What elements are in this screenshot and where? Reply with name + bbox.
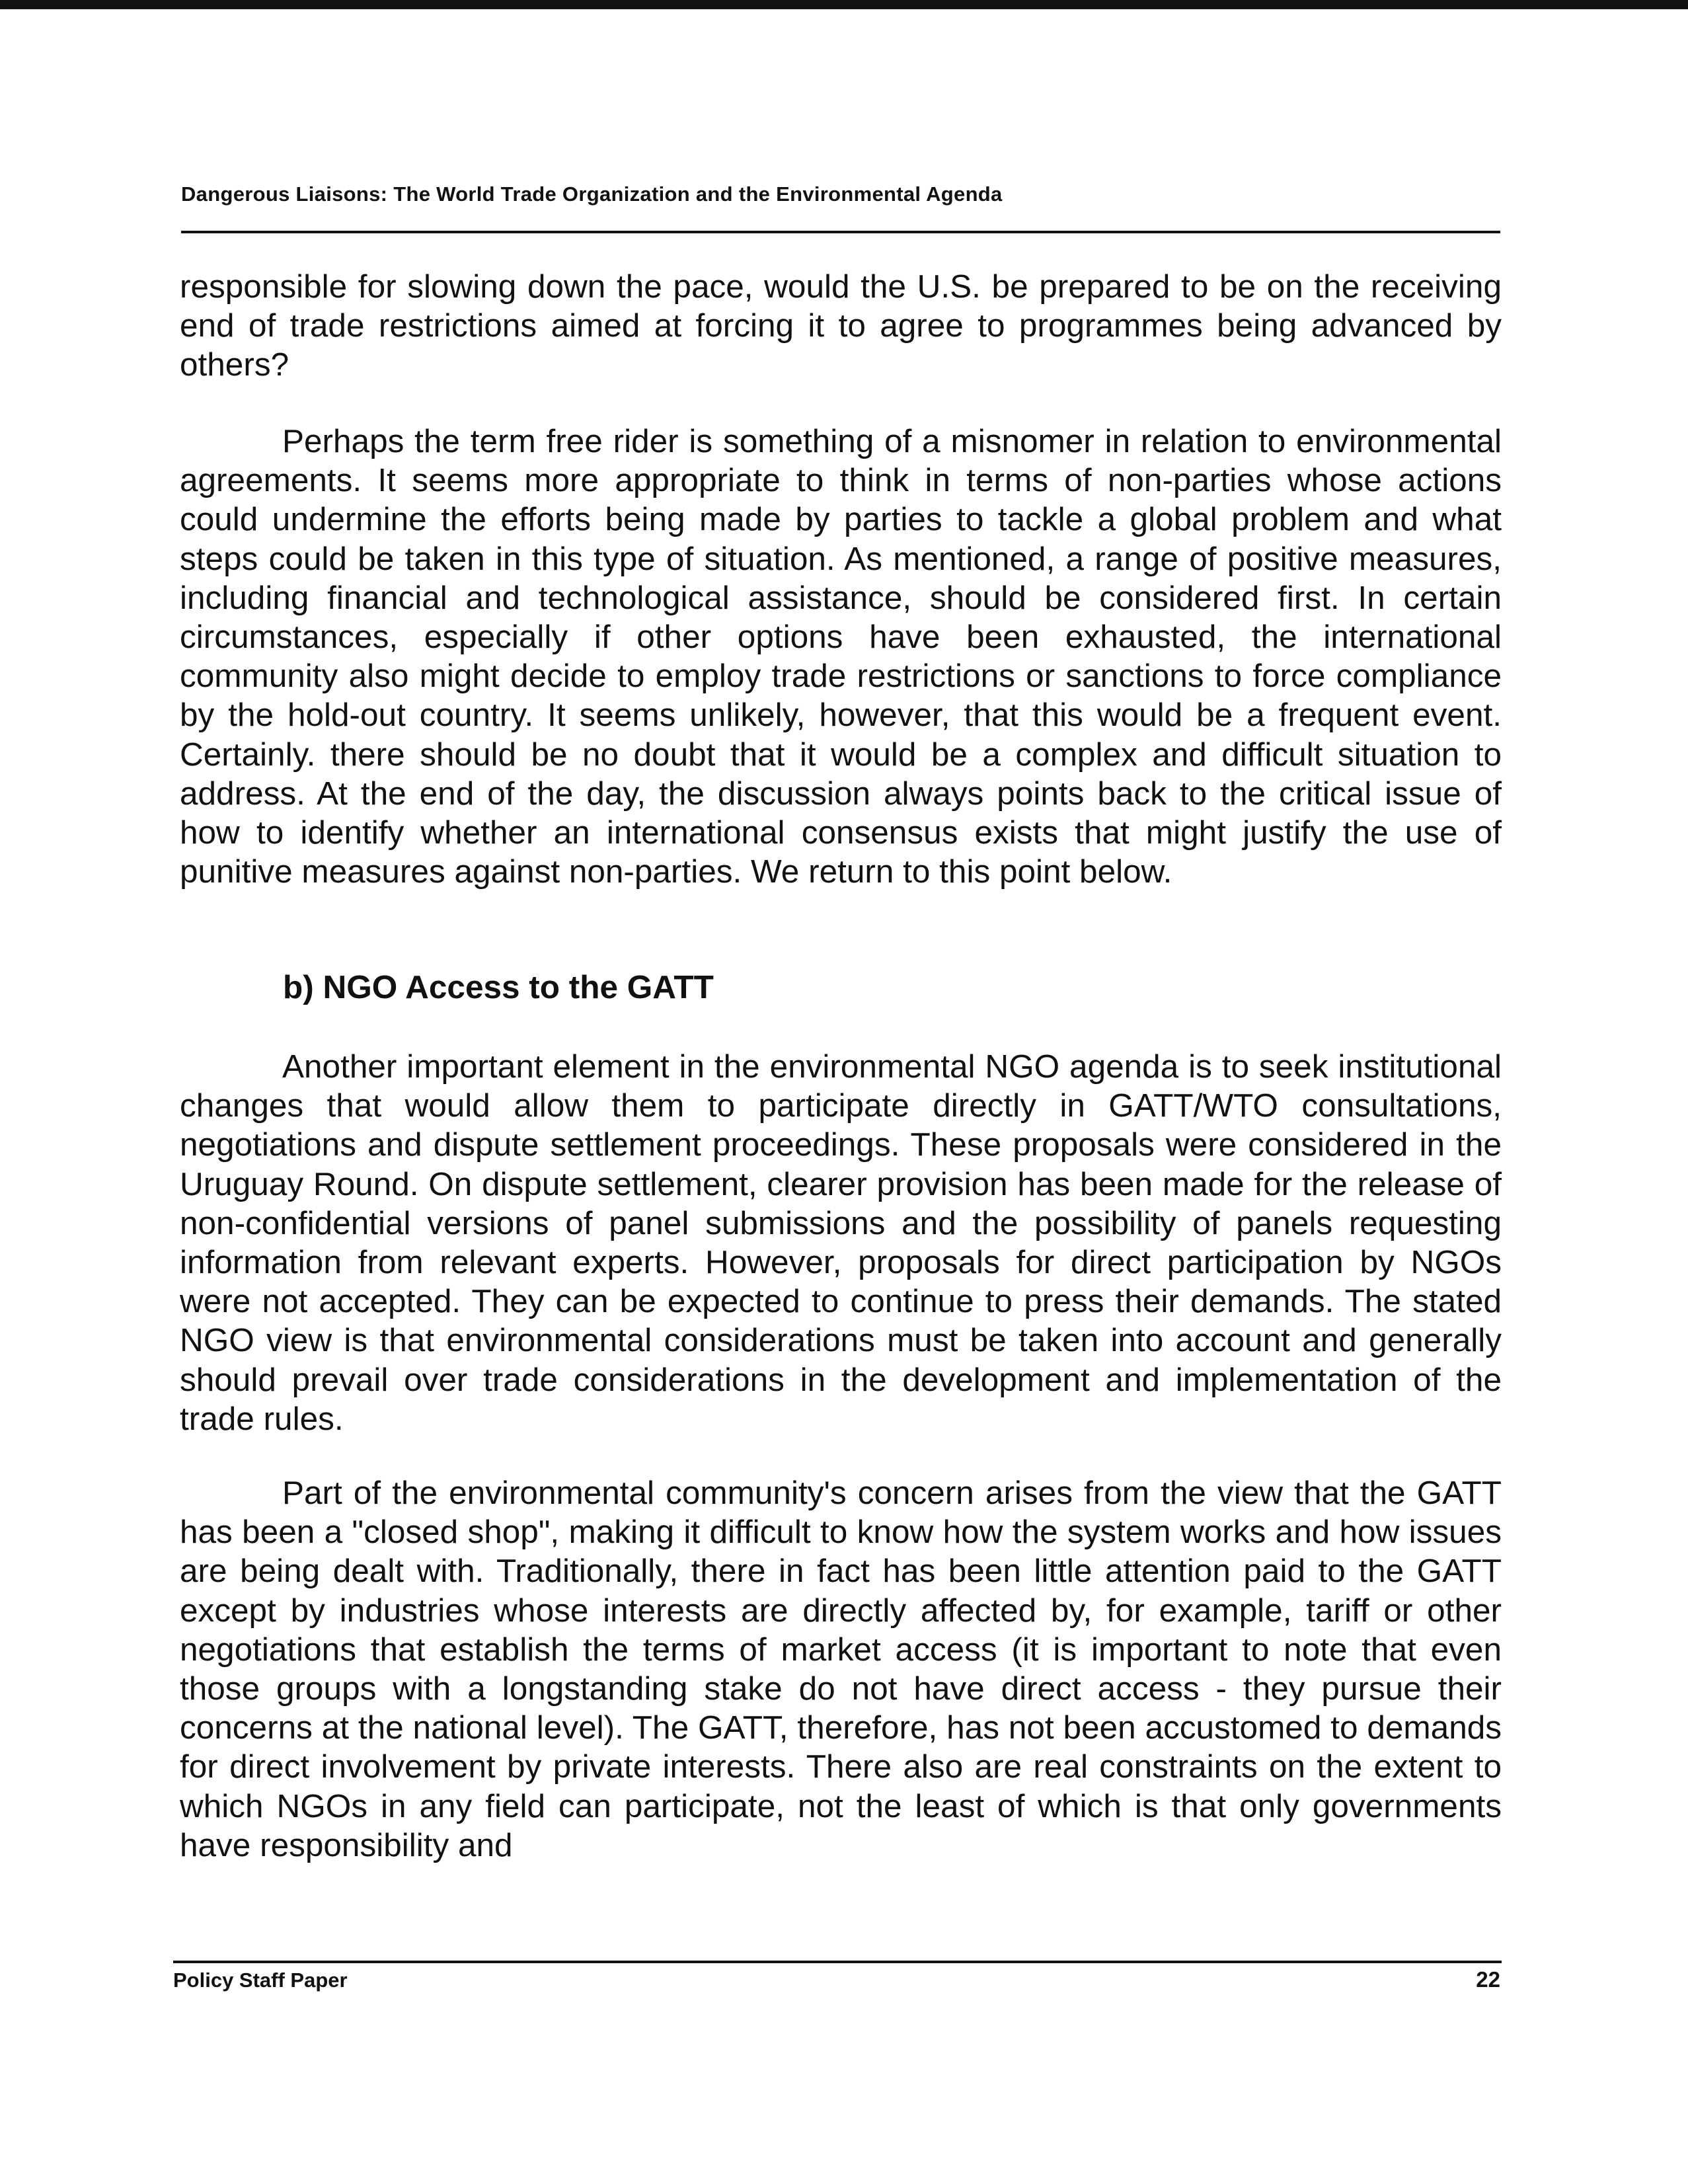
page-number: 22 [1476, 1967, 1500, 1992]
paragraph-ngo-agenda: Another important element in the environmental NGO agenda is to seek institutional changes that would allow them to participate directly in GATT/WTO consultations, negotiations and dispute settlement proceedings. These proposals were considered in the Uruguay Round. On dispute settlement, clearer provision has been made for the release of non-confidential versions of panel submissions and the possibility of panels requesting information from relevant experts. However, proposals for direct participation by NGOs were not accepted. They can be expected to continue to press their demands. The stated NGO view is that environmental considerations must be taken into account and generally should prevail over trade considerations in the development and implementation of the trade rules. [180, 1048, 1502, 1437]
paragraph-continued: responsible for slowing down the pace, would the U.S. be prepared to be on the receiving end of trade restrictions aimed at forcing it to agree to programmes being advanced by others? [180, 268, 1502, 383]
paragraph-closed-shop: Part of the environmental community's concern arises from the view that the GATT has been a "closed shop", making it difficult to know how the system works and how issues are being dealt with. Traditionally, there in fact has been little attention paid to the GATT except by industries whose interests are directly affected by, for example, tariff or other negotiations that establish the terms of market access (it is important to note that even those groups with a longstanding stake do not have direct access - they pursue their concerns at the national level). The GATT, therefore, has not been accustomed to demands for direct involvement by private interests. There also are real constraints on the extent to which NGOs in any field can participate, not the least of which is that only governments have responsibility and [180, 1475, 1502, 1863]
running-header: Dangerous Liaisons: The World Trade Organization and the Environmental Agenda [181, 182, 1003, 206]
paragraph-free-rider: Perhaps the term free rider is something of a misnomer in relation to environmental agreements. It seems more appropriate to think in terms of non-parties whose actions could undermine the efforts being made by parties to tackle a global problem and what steps could be taken in this type of situation. As mentioned, a range of positive measures, including financial and technological assistance, should be considered first. In certain circumstances, especially if other options have been exhausted, the international community also might decide to employ trade restrictions or sanctions to force compliance by the hold-out country. It seems unlikely, however, that this would be a frequent event. Certainly. there should be no doubt that it would be a complex and difficult situation to address. At the end of the day, the discussion always points back to the critical issue of how to identify whether an international consensus exists that might justify the use of punitive measures against non-parties. We return to this point below. [180, 423, 1502, 890]
footer-series-title: Policy Staff Paper [173, 1969, 348, 1992]
header-rule [181, 231, 1500, 233]
section-subheading: b) NGO Access to the GATT [283, 969, 714, 1005]
scan-top-edge [0, 0, 1688, 9]
footer-rule [173, 1961, 1502, 1963]
